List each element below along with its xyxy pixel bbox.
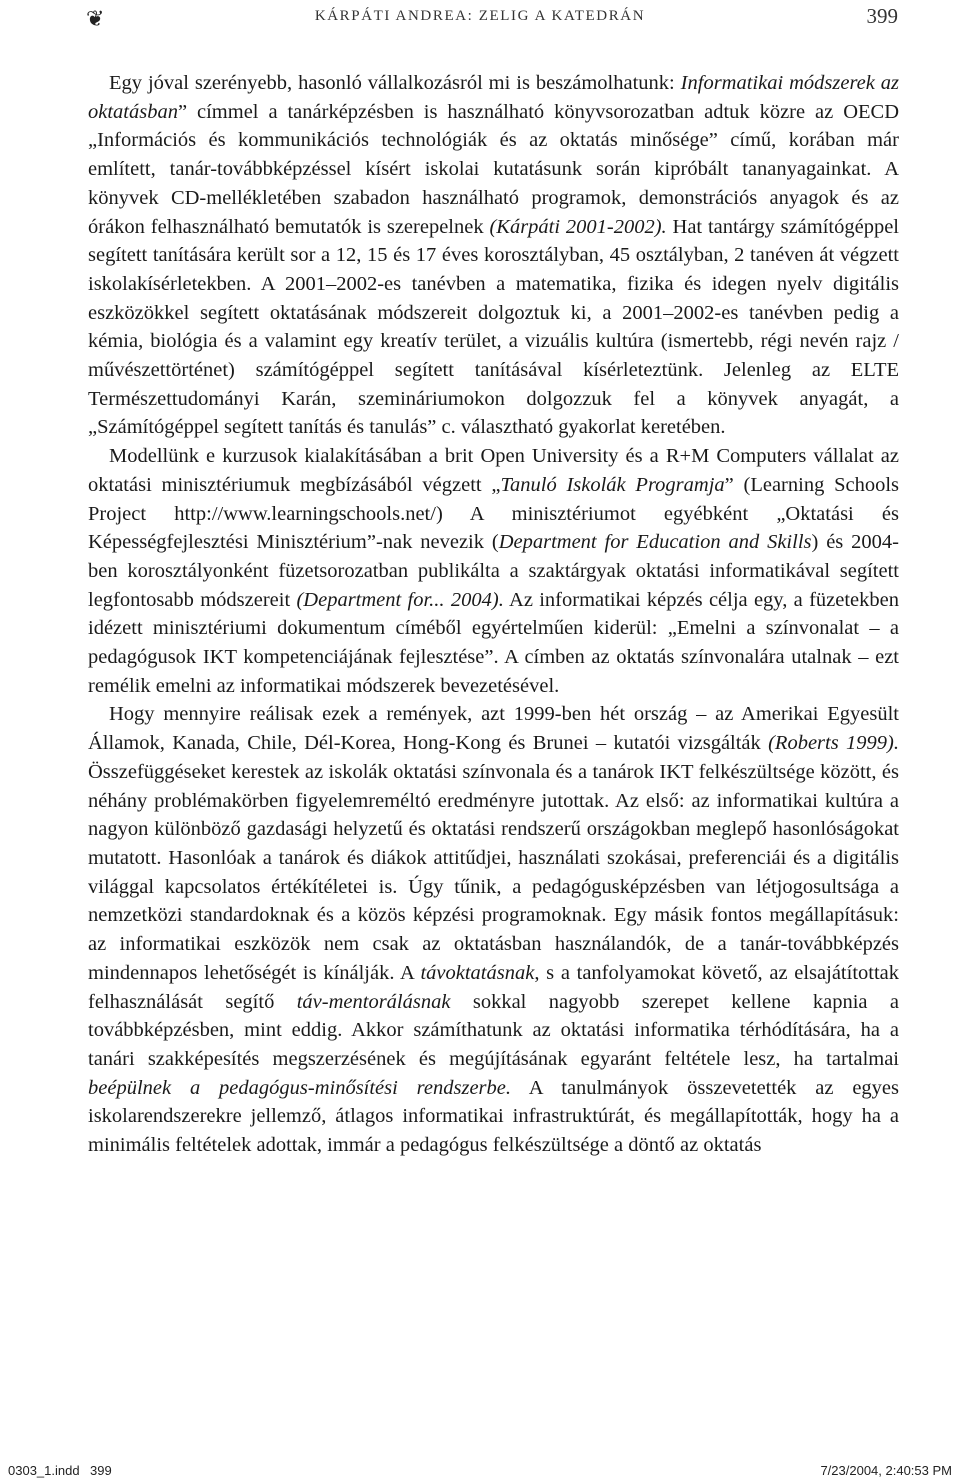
italic-run: táv-mentorálásnak — [296, 990, 451, 1013]
italic-run: (Kárpáti 2001-2002). — [489, 215, 667, 238]
paragraph-1 — [88, 69, 899, 442]
text-run: A tanulmányok összevetették az egyes iskolarendszerekre jellemző, átlagos informatikai infrastruktúrát, és megállapították, hogy ha a minimális feltételek adottak, immár a pedagógus felkészültsége a döntő az oktatás — [88, 1076, 899, 1157]
text-run: ) és 2004-ben korosztályonként füzetsorozatban publikálta a szaktárgyak oktatási informatikával segített legfontosabb módszereit — [88, 531, 899, 611]
italic-run: beépülnek a pedagógus-minősítési rendszerbe. — [88, 1076, 512, 1099]
slug-file-name: 0303_1.indd — [8, 1463, 80, 1478]
text-run: Modellünk e kurzusok kialakításában a brit Open University és a R+M Computers vállalat az oktatási minisztériumuk megbízásából végzett „ — [88, 445, 899, 496]
italic-run: (Department for... 2004). — [296, 588, 504, 611]
body-text — [88, 69, 899, 1160]
page-number: 399 — [866, 4, 898, 28]
slug-page: 399 — [90, 1463, 112, 1478]
text-run: Egy jóval szerényebb, hasonló vállalkozásról mi is beszámolhatunk: — [109, 72, 681, 94]
italic-run: Department for Education and Skills — [498, 531, 812, 554]
text-run: ” címmel a tanárképzésben is használható könyvsorozatban adtuk közre az OECD „Információs és kommunikációs technológiák és az oktatás minősége” című, korában már említett, tanár-továbbképzéssel kísért iskolai kutatásunk során kipróbált tananyagainkat. A könyvek CD-mellékletében szabadon használható programok, demonstrációs anyagok és az órákon felhasználható bemutatók is szerepelnek — [88, 100, 899, 238]
text-run: , s a tanfolyamokat követő, az elsajátítottak felhasználását segítő — [88, 961, 900, 1013]
ornament-icon: ❦ — [86, 6, 105, 31]
paragraph-3 — [88, 700, 899, 1159]
italic-run: Tanuló Iskolák Programja — [500, 473, 725, 496]
text-run: Hat tantárgy számítógéppel segített tanítására került sor a 12, 15 és 17 éves korosztályban, 45 osztályban, 2 tanéven át végzett iskolakísérletekben. A 2001–2002-es tanévben a matematika, fizika és idegen nyelv digitális eszközökkel segített oktatásának módszereit dolgoztuk ki, a 2001–2002-es tanévben pedig a kémia, biológia és a valamint egy kreatív terület, a vizuális kultúra (ismertebb, régi nevén rajz / művészettörténet) számítógéppel segített tanításával kísérleteztünk. Jelenleg az ELTE Természettudományi Karán, szemináriumokon dolgozzuk fel a könyvek anyagát, a „Számítógéppel segített tanítás és tanulás” c. választható gyakorlat keretében. — [88, 215, 899, 439]
text-run: Hogy mennyire reálisak ezek a remények, azt 1999-ben hét ország – az Amerikai Egyesült Államok, Kanada, Chile, Dél-Korea, Hong-Kong és Brunei – kutatói vizsgálták — [88, 703, 899, 755]
italic-run: (Roberts 1999). — [768, 732, 899, 755]
text-run: ” (Learning Schools Project http://www.learningschools.net/) A minisztériumot egyébként „Oktatási és Képességfejlesztési Minisztérium”-nak nevezik ( — [88, 473, 900, 554]
italic-run: távoktatásnak — [420, 961, 535, 984]
running-head: KÁRPÁTI ANDREA: ZELIG A KATEDRÁN — [314, 8, 646, 24]
text-run: Összefüggéseket kerestek az iskolák oktatási színvonala és a tanárok IKT felkészültsége között, és néhány problémakörben figyelemreméltó eredményre jutottak. Az első: az informatikai kultúra a nagyon különböző gazdasági helyzetű és oktatási rendszerű országokban meglepő hasonlóságokat mutatott. Hasonlóak a tanárok és diákok attitűdjei, használati szokásai, preferenciái és a digitális világgal kapcsolatos értékítéletei is. Úgy tűnik, a pedagógusképzésben van létjogosultsága a nemzetközi standardoknak és a közös képzési programoknak. Egy másik fontos megállapításuk: az informatikai eszközök nem csak az oktatásban használandók, de a tanár-továbbképzés mindennapos lehetőségét is kínálják. A — [88, 760, 899, 984]
paragraph-2 — [88, 442, 899, 700]
text-run: Az informatikai képzés célja egy, a füzetekben idézett minisztériumi dokumentum címéből egyértelműen kiderül: „Emelni a színvonalat – a pedagógusok IKT kompetenciájának fejlesztése”. A címben az oktatás színvonalára utalnak – ezt remélik emelni az informatikai módszerek bevezetésével. — [88, 588, 899, 697]
italic-run: Informatikai módszerek az oktatásban — [88, 72, 900, 123]
text-run: sokkal nagyobb szerepet kellene kapnia a továbbképzésben, mint eddig. Akkor számíthatunk az oktatási informatika térhódítására, ha a tanári szakképesítés megszerzésének és megújításának egyaránt feltétele lesz, ha tartalmai — [88, 990, 899, 1070]
slug-timestamp: 7/23/2004, 2:40:53 PM — [820, 1463, 952, 1478]
